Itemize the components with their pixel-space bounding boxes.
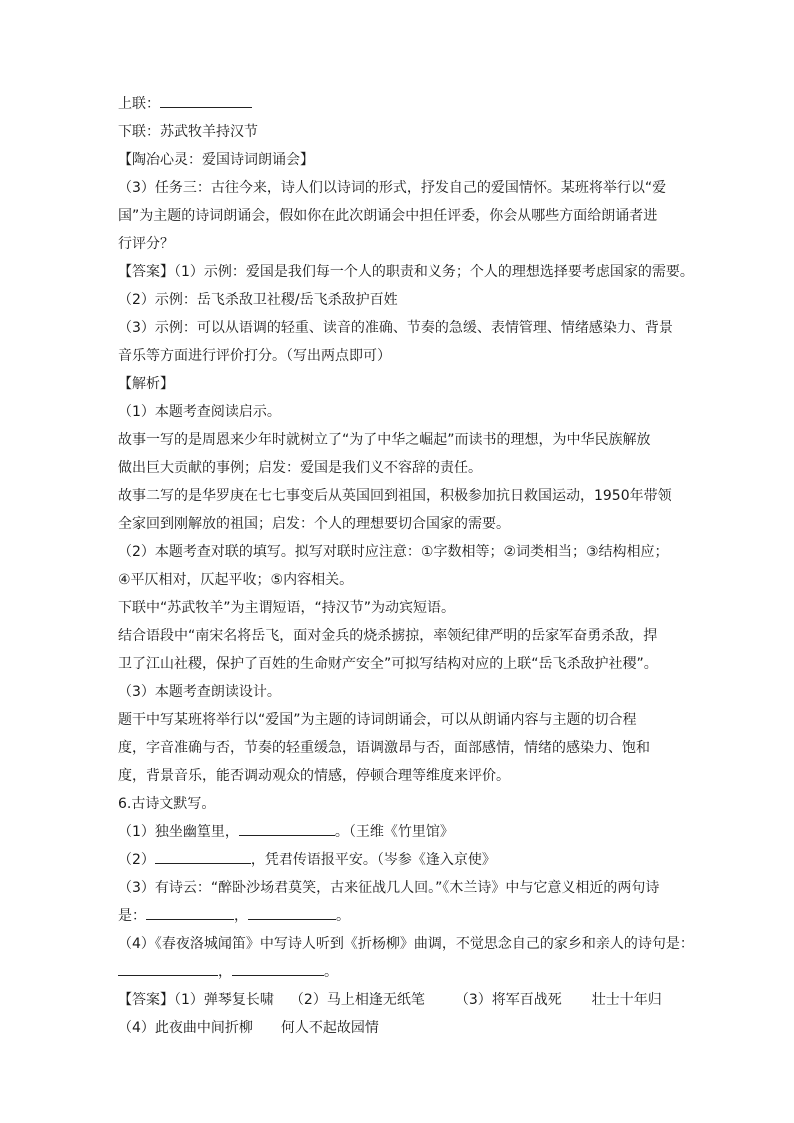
text: ， (218, 964, 232, 980)
answer-item: 何人不起故园情 (280, 1020, 379, 1036)
fill-question-1 (118, 818, 684, 846)
answer-blank (155, 847, 251, 864)
text: （1）独坐幽篁里， (118, 824, 239, 840)
text-line: 题干中写某班将举行以“爱国”为主题的诗词朗诵会，可以从朗诵内容与主题的切合程 (118, 712, 637, 728)
answer-blank (232, 959, 324, 976)
text: 。 (324, 964, 338, 980)
text-line: 行评分？ (118, 236, 174, 252)
section-heading: 【陶冶心灵：爱国诗词朗诵会】 (118, 152, 314, 168)
upper-couplet-line (118, 90, 684, 118)
question-heading: 6.古诗文默写。 (118, 796, 216, 812)
text-line: 下联中“苏武牧羊”为主谓短语，“持汉节”为动宾短语。 (118, 600, 456, 616)
answer-item: （3）将军百战死 (454, 992, 562, 1008)
fill-question-2 (118, 846, 684, 874)
text-line: 全家回到刚解放的祖国；启发：个人的理想要切合国家的需要。 (118, 516, 510, 532)
answer-line: 音乐等方面进行评价打分。（写出两点即可） (118, 348, 391, 364)
text: 。（王维《竹里馆》 (334, 824, 454, 840)
text-line: 国”为主题的诗词朗诵会，假如你在此次朗诵会中担任评委，你会从哪些方面给朗诵者进 (118, 208, 658, 224)
text-line: 卫了江山社稷，保护了百姓的生命财产安全”可拟写结构对应的上联“岳飞杀敌护社稷”。 (118, 656, 658, 672)
text: ，凭君传语报平安。（岑参《逢入京使》 (250, 852, 496, 868)
answer-blank (146, 903, 234, 920)
fill-question-3 (118, 874, 684, 902)
text: （3）有诗云：“醉卧沙场君莫笑，古来征战几人回。”《木兰诗》中与它意义相近的两句诗 (118, 880, 660, 896)
answer-item: （1）弹琴复长啸 (174, 992, 274, 1008)
text: （2） (118, 852, 155, 868)
text: 。 (336, 908, 350, 924)
fill-question-4-blanks (118, 958, 684, 986)
answer-item: 壮士十年归 (591, 992, 662, 1008)
text: （4）《春夜洛城闻笛》中写诗人听到《折杨柳》曲调，不觉思念自己的家乡和亲人的诗句是： (118, 936, 694, 952)
answer-blank (239, 819, 335, 836)
answer-label: 【答案】 (118, 992, 174, 1008)
text: ， (234, 908, 248, 924)
answer-line: 【答案】（1）示例：爱国是我们每一个人的职责和义务；个人的理想选择要考虑国家的需要。 (118, 264, 694, 280)
answer-item: （2）马上相逢无纸笔 (289, 992, 425, 1008)
answer-blank (118, 959, 218, 976)
text-line: （1）本题考查阅读启示。 (118, 404, 281, 420)
text: 上联： (118, 96, 160, 112)
answer-line: （2）示例：岳飞杀敌卫社稷/岳飞杀敌护百姓 (118, 292, 398, 308)
analysis-heading: 【解析】 (118, 376, 174, 392)
answer-line (118, 986, 684, 1014)
text-line: （2）本题考查对联的填写。拟写对联时应注意：①字数相等；②词类相当；③结构相应； (118, 544, 669, 560)
text-line: ④平仄相对，仄起平收；⑤内容相关。 (118, 572, 354, 588)
answer-line (118, 1014, 684, 1042)
text-line: 度，背景音乐，能否调动观众的情感，停顿合理等维度来评价。 (118, 768, 510, 784)
text-line: 做出巨大贡献的事例；启发：爱国是我们义不容辞的责任。 (118, 460, 482, 476)
answer-item: （4）此夜曲中间折柳 (118, 1020, 253, 1036)
text-line: 结合语段中“南宋名将岳飞，面对金兵的烧杀掳掠，率领纪律严明的岳家军奋勇杀敌，捍 (118, 628, 658, 644)
text-line: （3）任务三：古往今来，诗人们以诗词的形式，抒发自己的爱国情怀。某班将举行以“爱 (118, 180, 667, 196)
answer-blank (248, 903, 336, 920)
fill-question-3-blanks (118, 902, 684, 930)
text-line: 下联：苏武牧羊持汉节 (118, 124, 258, 140)
text-line: 故事一写的是周恩来少年时就树立了“为了中华之崛起”而读书的理想，为中华民族解放 (118, 432, 651, 448)
fill-question-4 (118, 930, 694, 958)
text-line: 度，字音准确与否，节奏的轻重缓急，语调激昂与否，面部感情，情绪的感染力、饱和 (118, 740, 650, 756)
answer-blank (160, 91, 252, 108)
text-line: （3）本题考查朗读设计。 (118, 684, 281, 700)
text-line: 故事二写的是华罗庚在七七事变后从英国回到祖国，积极参加抗日救国运动，1950年带领 (118, 488, 672, 504)
answer-line: （3）示例：可以从语调的轻重、读音的准确、节奏的急缓、表情管理、情绪感染力、背景 (118, 320, 673, 336)
text: 是： (118, 908, 146, 924)
